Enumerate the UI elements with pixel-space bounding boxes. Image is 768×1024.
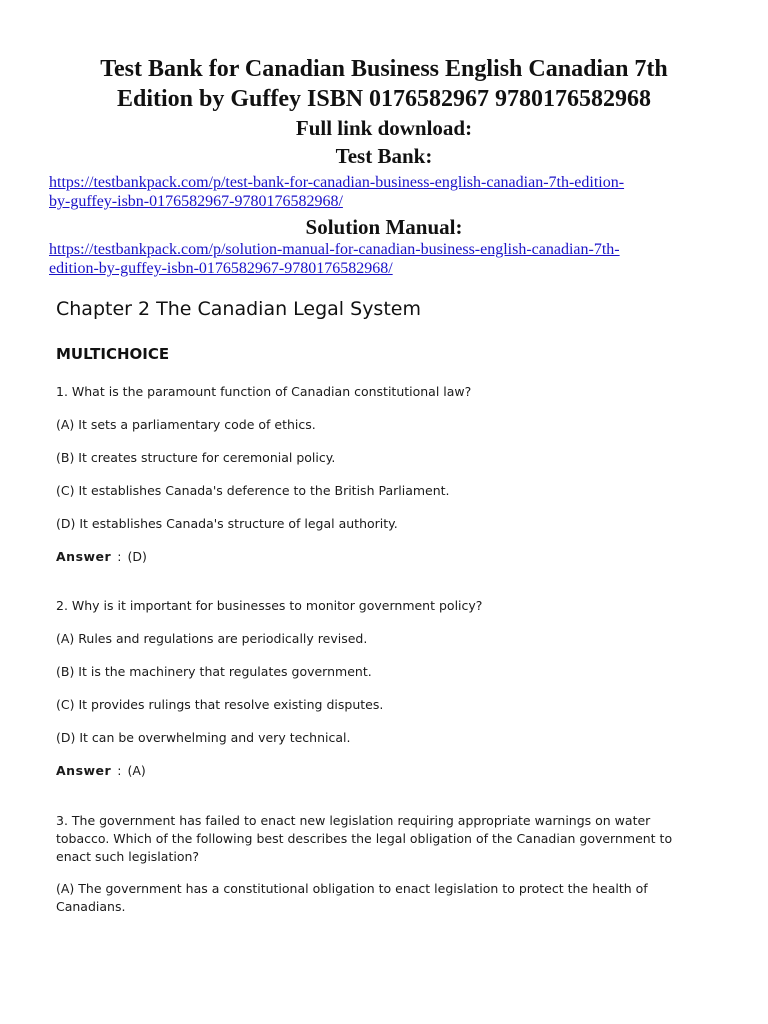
answer-label: Answer bbox=[56, 549, 112, 564]
test-bank-label: Test Bank: bbox=[335, 144, 433, 168]
chapter-title: Chapter 2 The Canadian Legal System bbox=[56, 298, 421, 320]
question-1-option-d: (D) It establishes Canada's structure of legal authority. bbox=[56, 516, 398, 531]
question-1-answer bbox=[56, 548, 147, 565]
section-title: MULTICHOICE bbox=[56, 345, 170, 363]
answer-label: Answer bbox=[56, 763, 112, 778]
question-1-option-c: (C) It establishes Canada's deference to the British Parliament. bbox=[56, 483, 450, 498]
test-bank-link-line-1[interactable]: https://testbankpack.com/p/test-bank-for-canadian-business-english-canadian-7th-edition- bbox=[49, 174, 625, 191]
question-2-option-a: (A) Rules and regulations are periodically revised. bbox=[56, 631, 368, 646]
question-3-stem-line-2: tobacco. Which of the following best describes the legal obligation of the Canadian government to bbox=[56, 831, 673, 846]
test-bank-link-line-2[interactable]: by-guffey-isbn-0176582967-9780176582968/ bbox=[49, 193, 343, 210]
document-title-line-2: Edition by Guffey ISBN 0176582967 9780176582968 bbox=[116, 86, 652, 112]
question-1-option-a: (A) It sets a parliamentary code of ethics. bbox=[56, 417, 316, 432]
question-3-option-a-line-2: Canadians. bbox=[56, 899, 126, 914]
solution-manual-label: Solution Manual: bbox=[305, 215, 463, 239]
question-2-answer bbox=[56, 762, 146, 779]
answer-value: (D) bbox=[127, 549, 147, 564]
question-2-option-c: (C) It provides rulings that resolve existing disputes. bbox=[56, 697, 384, 712]
question-3-option-a-line-1: (A) The government has a constitutional obligation to enact legislation to protect the health of bbox=[56, 881, 648, 896]
answer-separator: : bbox=[117, 763, 122, 778]
document-title-line-1: Test Bank for Canadian Business English Canadian 7th bbox=[100, 56, 668, 82]
full-link-label: Full link download: bbox=[295, 116, 473, 140]
question-3-stem-line-3: enact such legislation? bbox=[56, 849, 200, 864]
question-2-option-b: (B) It is the machinery that regulates government. bbox=[56, 664, 372, 679]
solution-manual-link-line-1[interactable]: https://testbankpack.com/p/solution-manual-for-canadian-business-english-canadian-7th- bbox=[49, 241, 620, 258]
question-1-stem: 1. What is the paramount function of Canadian constitutional law? bbox=[56, 384, 472, 399]
solution-manual-link-line-2[interactable]: edition-by-guffey-isbn-0176582967-9780176582968/ bbox=[49, 260, 393, 277]
question-3-stem-line-1: 3. The government has failed to enact new legislation requiring appropriate warnings on water bbox=[56, 813, 651, 828]
question-2-option-d: (D) It can be overwhelming and very technical. bbox=[56, 730, 351, 745]
question-1-option-b: (B) It creates structure for ceremonial policy. bbox=[56, 450, 336, 465]
answer-value: (A) bbox=[127, 763, 146, 778]
question-2-stem: 2. Why is it important for businesses to monitor government policy? bbox=[56, 598, 483, 613]
answer-separator: : bbox=[117, 549, 122, 564]
